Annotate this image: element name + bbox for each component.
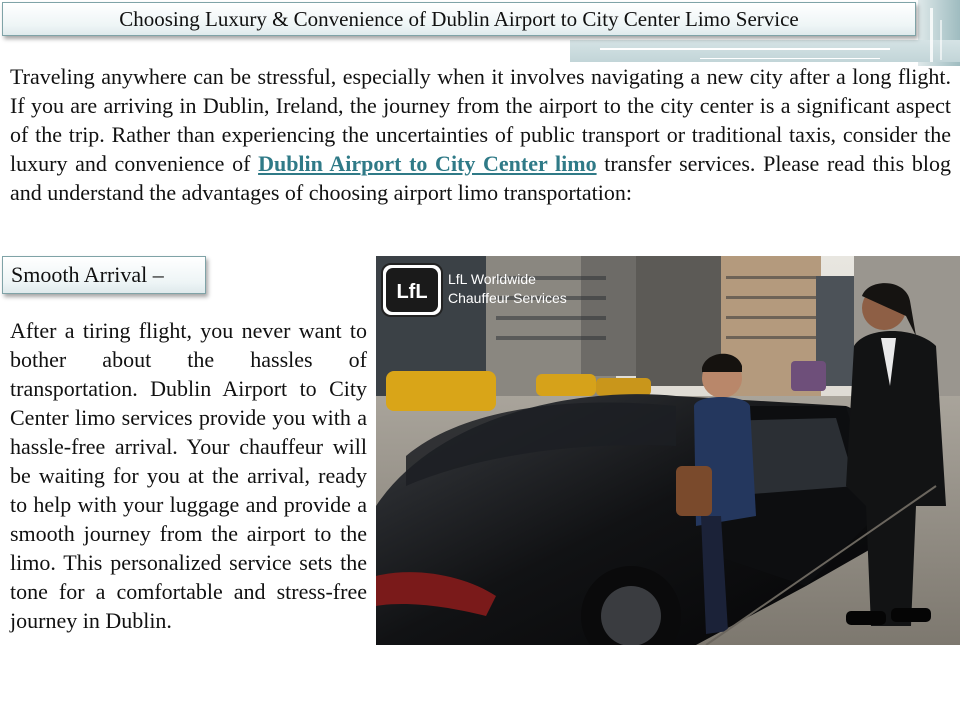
section-heading-box bbox=[2, 256, 206, 294]
slide-title: Choosing Luxury & Convenience of Dublin Airport to City Center Limo Service bbox=[119, 6, 799, 31]
decoration-bar bbox=[940, 20, 942, 60]
slide-title-box bbox=[2, 2, 916, 36]
logo-line-1: LfL Worldwide bbox=[448, 271, 536, 287]
decoration-line bbox=[700, 58, 880, 59]
passenger-bag bbox=[676, 466, 712, 516]
decoration-line bbox=[600, 48, 890, 50]
section-body: After a tiring flight, you never want to bother about the hassles of transportation. Dublin Airport to City Center limo services provide you with a hassle-free arrival. Your chauffeur will be waiting for you at the arrival, ready to help with your luggage and provide a smooth journey from the airport to the limo. This personalized service sets the tone for a comfortable and stress-free journey in Dublin. bbox=[10, 318, 367, 633]
dublin-limo-link[interactable]: Dublin Airport to City Center limo bbox=[258, 151, 597, 176]
lfl-logo-mark: LfL bbox=[396, 281, 428, 303]
taxi-shape bbox=[536, 374, 596, 396]
taxi-shape bbox=[386, 371, 496, 411]
intro-text-start: Traveling anywhere can be stressful, especially when it involves navigating a new city after a long flight. If you are arriving in Dublin, Ireland, the journey from the airport to the city center is a significant aspect of the trip. Rather than experiencing the uncertainties of public transport or traditional taxis, consider the luxury and convenience of bbox=[10, 64, 951, 176]
intro-paragraph bbox=[10, 62, 951, 207]
chauffeur-photo bbox=[376, 256, 960, 645]
logo-line-2: Chauffeur Services bbox=[448, 290, 567, 306]
section-heading: Smooth Arrival – bbox=[11, 262, 164, 287]
taxi-shape bbox=[596, 378, 651, 396]
decoration-bar bbox=[930, 8, 933, 62]
bus-shape bbox=[791, 361, 826, 391]
intro-text-end: transfer services. Please read this blog and understand the advantages of choosing airport limo transportation: bbox=[10, 151, 952, 205]
